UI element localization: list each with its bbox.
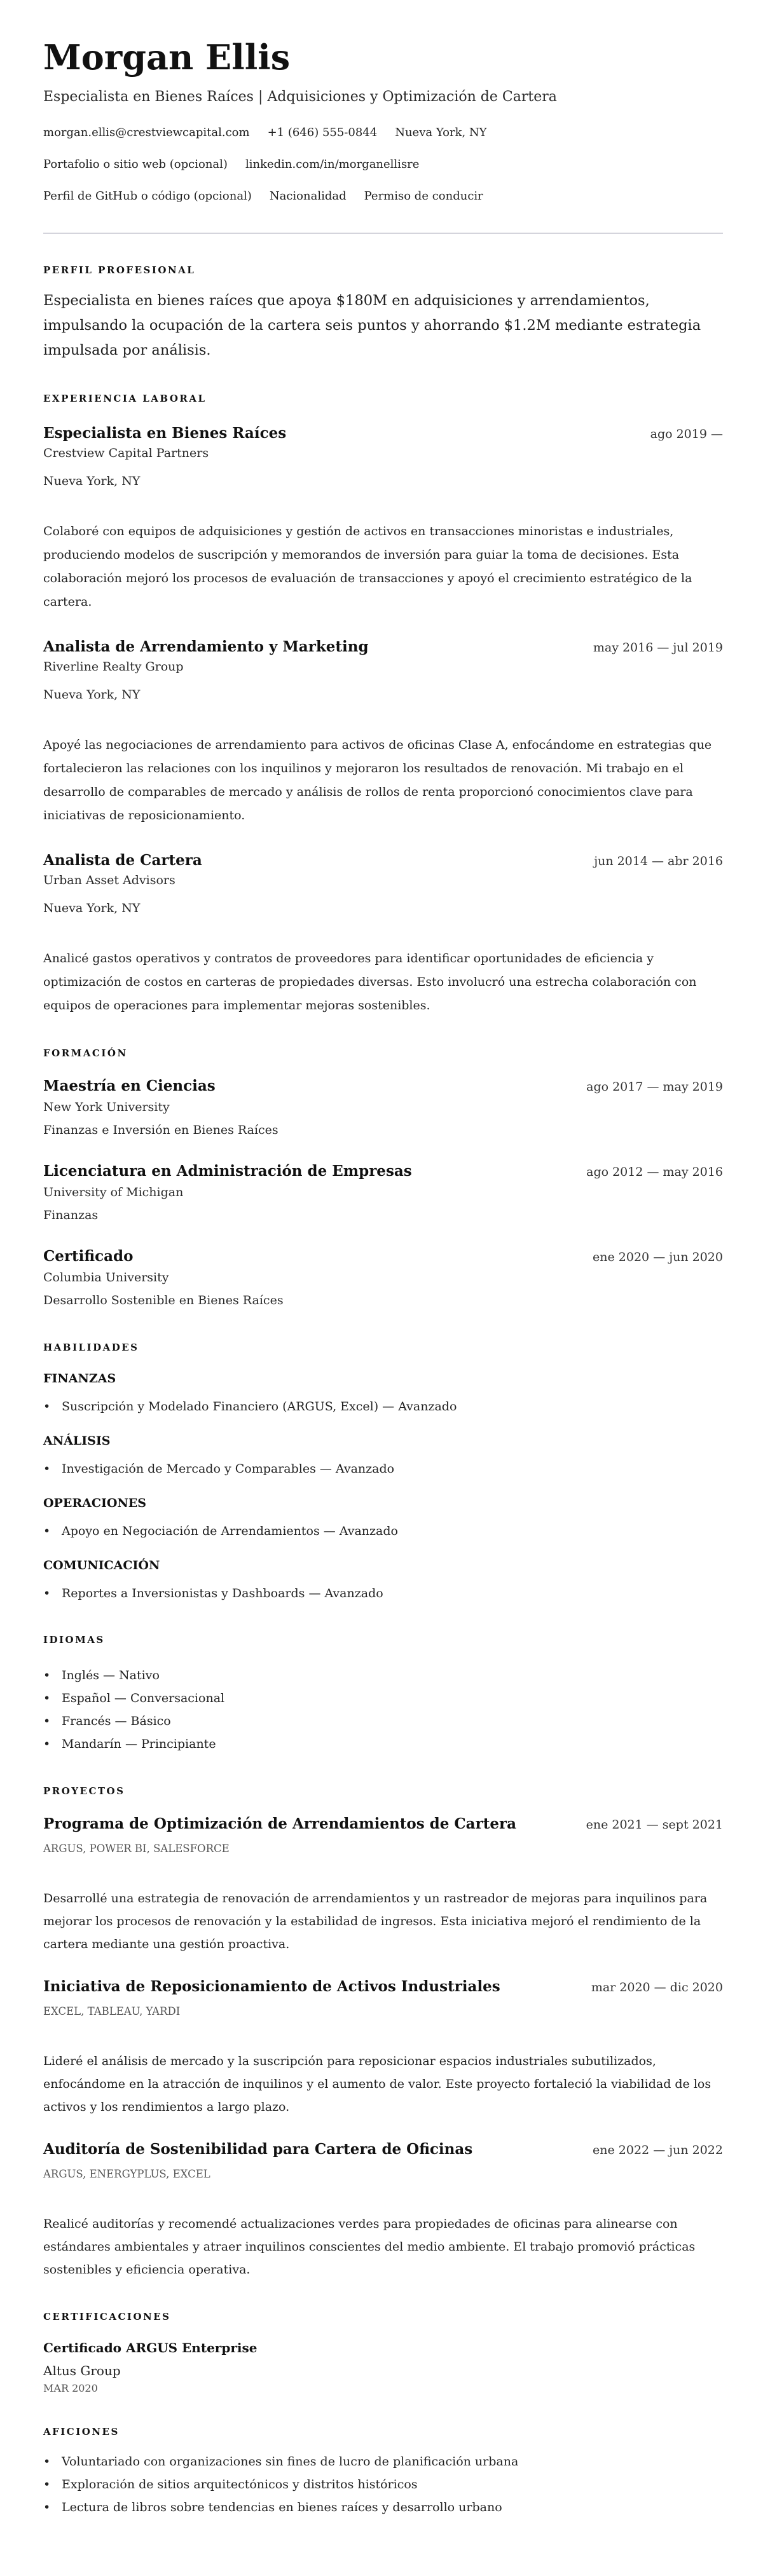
- project-technologies: EXCEL, TABLEAU, YARDI: [43, 2005, 181, 2017]
- job-entry: [43, 423, 723, 614]
- job-company: Urban Asset Advisors: [43, 873, 175, 887]
- certification-issuer: Altus Group: [43, 2363, 121, 2378]
- section-heading-hobbies: AFICIONES: [43, 2426, 120, 2437]
- job-entry: [43, 850, 723, 1018]
- section-heading-projects: PROYECTOS: [43, 1785, 125, 1797]
- education-dates: ago 2017 — may 2019: [586, 1080, 723, 1094]
- hobbies-list: [43, 2450, 723, 2519]
- job-location: Nueva York, NY: [43, 474, 141, 488]
- candidate-headline: Especialista en Bienes Raíces | Adquisiciones y Optimización de Cartera: [43, 89, 557, 105]
- hobby-item: • Lectura de libros sobre tendencias en bienes raíces y desarrollo urbano: [43, 2496, 723, 2519]
- skill-category: FINANZAS: [43, 1372, 116, 1386]
- skill-items: [43, 1458, 723, 1480]
- project-description: Desarrollé una estrategia de renovación de arrendamientos y un rastreador de mejoras para inquilinos para mejorar los procesos de renovación y la estabilidad de ingresos. Esta iniciativa mejoró el rendimiento de la cartera mediante una gestión proactiva.: [43, 1891, 708, 1951]
- project-technologies: ARGUS, POWER BI, SALESFORCE: [43, 1843, 230, 1855]
- section-heading-education: FORMACIÓN: [43, 1047, 128, 1059]
- certifications-list: [43, 2339, 723, 2396]
- project-header: [43, 2139, 723, 2160]
- section-heading-certifications: CERTIFICACIONES: [43, 2311, 171, 2322]
- linkedin-link[interactable]: linkedin.com/in/morganellisre: [245, 158, 420, 171]
- language-item: • Francés — Básico: [43, 1710, 723, 1733]
- contact-row: [43, 149, 723, 181]
- education-header: [43, 1246, 723, 1267]
- job-dates: may 2016 — jul 2019: [593, 641, 723, 655]
- school: Columbia University: [43, 1271, 169, 1285]
- drivers-license: Permiso de conducir: [364, 189, 483, 203]
- skill-items: [43, 1396, 723, 1417]
- language-item: • Inglés — Nativo: [43, 1664, 723, 1687]
- job-description: Analicé gastos operativos y contratos de proveedores para identificar oportunidades de eficiencia y optimización de costos en carteras de propiedades diversas. Esto involucró una estrecha colaboración con equipos de operaciones para implementar mejoras sostenibles.: [43, 951, 697, 1012]
- portfolio-link[interactable]: Portafolio o sitio web (opcional): [43, 158, 228, 171]
- skill-items: [43, 1583, 723, 1604]
- section-heading-experience: EXPERIENCIA LABORAL: [43, 393, 207, 404]
- job-header: [43, 423, 723, 444]
- job-company: Riverline Realty Group: [43, 660, 184, 674]
- certification-name: Certificado ARGUS Enterprise: [43, 2340, 258, 2355]
- projects-list: [43, 1814, 723, 2281]
- project-title: Programa de Optimización de Arrendamientos de Cartera: [43, 1815, 516, 1832]
- job-dates: ago 2019 —: [650, 427, 723, 441]
- education-entry: [43, 1076, 723, 1141]
- job-title: Analista de Arrendamiento y Marketing: [43, 638, 369, 655]
- skill-item: • Suscripción y Modelado Financiero (ARGUS, Excel) — Avanzado: [43, 1396, 723, 1417]
- github-link[interactable]: Perfil de GitHub o código (opcional): [43, 189, 252, 203]
- languages-list: [43, 1664, 723, 1755]
- header-divider: [43, 233, 723, 234]
- project-technologies: ARGUS, ENERGYPLUS, EXCEL: [43, 2168, 210, 2180]
- skill-category: ANÁLISIS: [43, 1434, 111, 1448]
- project-title: Iniciativa de Reposicionamiento de Activos Industriales: [43, 1978, 500, 1995]
- job-location: Nueva York, NY: [43, 901, 141, 915]
- location: Nueva York, NY: [395, 126, 487, 139]
- education-entry: [43, 1246, 723, 1312]
- skill-item: • Investigación de Mercado y Comparables — Avanzado: [43, 1458, 723, 1480]
- education-dates: ene 2020 — jun 2020: [593, 1250, 723, 1264]
- hobby-item: • Voluntariado con organizaciones sin fines de lucro de planificación urbana: [43, 2450, 723, 2473]
- job-header: [43, 850, 723, 871]
- skills-list: [43, 1370, 723, 1604]
- degree: Licenciatura en Administración de Empresas: [43, 1162, 412, 1180]
- certification-date: MAR 2020: [43, 2382, 98, 2394]
- project-entry: [43, 2139, 723, 2281]
- candidate-name: Morgan Ellis: [43, 37, 291, 78]
- job-description: Colaboré con equipos de adquisiciones y gestión de activos en transacciones minoristas e industriales, produciendo modelos de suscripción y memorandos de inversión para guiar la toma de decisiones. Esta colaboración mejoró los procesos de evaluación de transacciones y apoyó el crecimiento estratégico de la cartera.: [43, 524, 692, 609]
- summary-text: Especialista en bienes raíces que apoya $180M en adquisiciones y arrendamientos, impulsando la ocupación de la cartera seis puntos y ahorrando $1.2M mediante estrategia impulsada por análisis.: [43, 292, 701, 358]
- degree: Certificado: [43, 1248, 134, 1265]
- project-header: [43, 1977, 723, 1997]
- project-dates: ene 2021 — sept 2021: [586, 1818, 723, 1832]
- skill-items: [43, 1520, 723, 1542]
- project-dates: mar 2020 — dic 2020: [591, 1980, 723, 1994]
- phone: +1 (646) 555-0844: [267, 126, 378, 139]
- job-company: Crestview Capital Partners: [43, 446, 209, 460]
- job-dates: jun 2014 — abr 2016: [594, 854, 723, 868]
- field-of-study: Finanzas e Inversión en Bienes Raíces: [43, 1123, 278, 1137]
- contact-row: [43, 181, 723, 212]
- education-list: [43, 1076, 723, 1312]
- skill-item: • Reportes a Inversionistas y Dashboards — Avanzado: [43, 1583, 723, 1604]
- project-title: Auditoría de Sostenibilidad para Cartera de Oficinas: [43, 2141, 473, 2158]
- degree: Maestría en Ciencias: [43, 1077, 216, 1094]
- field-of-study: Desarrollo Sostenible en Bienes Raíces: [43, 1293, 284, 1307]
- field-of-study: Finanzas: [43, 1208, 99, 1222]
- school: New York University: [43, 1100, 170, 1114]
- school: University of Michigan: [43, 1185, 184, 1199]
- section-heading-skills: HABILIDADES: [43, 1342, 139, 1353]
- education-header: [43, 1161, 723, 1182]
- job-description: Apoyé las negociaciones de arrendamiento para activos de oficinas Clase A, enfocándome en estrategias que fortalecieron las relaciones con los inquilinos y mejoraron los resultados de renovación. Mi trabajo en el desarrollo de comparables de mercado y análisis de rollos de renta proporcionó conocimientos clave para iniciativas de reposicionamiento.: [43, 738, 712, 822]
- project-description: Lideré el análisis de mercado y la suscripción para reposicionar espacios industriales subutilizados, enfocándome en la atracción de inquilinos y el aumento de valor. Este proyecto fortaleció la viabilidad de los activos y los rendimientos a largo plazo.: [43, 2054, 711, 2114]
- job-title: Analista de Cartera: [43, 852, 202, 869]
- project-entry: [43, 1814, 723, 1956]
- project-entry: [43, 1977, 723, 2118]
- education-header: [43, 1076, 723, 1096]
- skill-category: COMUNICACIÓN: [43, 1558, 160, 1572]
- experience-list: [43, 423, 723, 1018]
- education-entry: [43, 1161, 723, 1227]
- project-header: [43, 1814, 723, 1834]
- job-location: Nueva York, NY: [43, 688, 141, 702]
- email-link[interactable]: morgan.ellis@crestviewcapital.com: [43, 126, 250, 139]
- job-header: [43, 637, 723, 657]
- skill-category: OPERACIONES: [43, 1496, 146, 1510]
- project-dates: ene 2022 — jun 2022: [593, 2143, 723, 2157]
- nationality: Nacionalidad: [269, 189, 347, 203]
- hobby-item: • Exploración de sitios arquitectónicos y distritos históricos: [43, 2473, 723, 2496]
- contact-row: [43, 117, 723, 149]
- section-heading-languages: IDIOMAS: [43, 1634, 105, 1646]
- language-item: • Mandarín — Principiante: [43, 1733, 723, 1755]
- job-title: Especialista en Bienes Raíces: [43, 425, 287, 442]
- contact-info: [43, 117, 723, 212]
- language-item: • Español — Conversacional: [43, 1687, 723, 1710]
- job-entry: [43, 637, 723, 828]
- section-heading-summary: PERFIL PROFESIONAL: [43, 264, 196, 276]
- education-dates: ago 2012 — may 2016: [586, 1165, 723, 1179]
- project-description: Realicé auditorías y recomendé actualizaciones verdes para propiedades de oficinas para alinearse con estándares ambientales y atraer inquilinos conscientes del medio ambiente. El trabajo promovió prácticas sostenibles y eficiencia operativa.: [43, 2217, 696, 2277]
- skill-item: • Apoyo en Negociación de Arrendamientos — Avanzado: [43, 1520, 723, 1542]
- certification-entry: [43, 2339, 723, 2396]
